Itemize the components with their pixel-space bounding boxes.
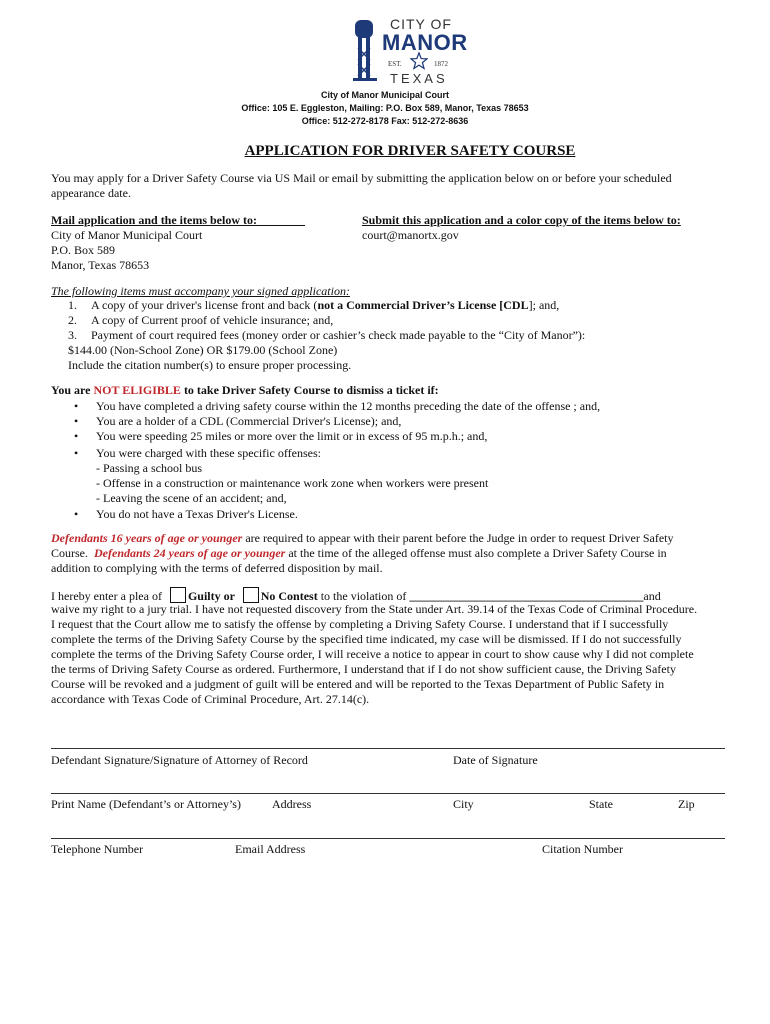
telephone-label: Telephone Number: [51, 842, 144, 856]
guilty-checkbox[interactable]: [170, 587, 186, 603]
ineligible-1: You have completed a driving safety course within the 12 months preceding the date of the offense ; and,: [96, 399, 601, 413]
plea-line-2: waive my right to a jury trial. I have not requested discovery from the State under Art. 39.14 of the Texas Code of Criminal Procedure.: [51, 602, 698, 616]
logo-year: 1872: [434, 60, 448, 68]
defendants-line-3: addition to complying with the terms of deferred disposition by mail.: [51, 561, 383, 575]
zip-label: Zip: [678, 797, 695, 811]
logo-texas: TEXAS: [390, 71, 448, 86]
intro-line-2: appearance date.: [51, 186, 131, 200]
fees-line: $144.00 (Non-School Zone) OR $179.00 (School Zone): [68, 343, 338, 357]
mail-line-3: Manor, Texas 78653: [51, 258, 150, 272]
bullet-5-icon: •: [74, 507, 79, 521]
citation-note: Include the citation number(s) to ensure proper processing.: [68, 358, 352, 372]
ineligible-4: You were charged with these specific offenses:: [96, 446, 321, 460]
email-address[interactable]: court@manortx.gov: [362, 228, 459, 242]
ineligible-2: You are a holder of a CDL (Commercial Driver's License); and,: [96, 414, 402, 428]
phone-fax: Office: 512-272-8178 Fax: 512-272-8636: [301, 116, 469, 126]
signature-line[interactable]: [51, 748, 725, 749]
defendants-line-2: Course. Defendants 24 years of age or younger at the time of the alleged offense must also complete a Driver Safety Course in: [51, 546, 667, 560]
court-name: City of Manor Municipal Court: [321, 90, 449, 100]
office-address: Office: 105 E. Eggleston, Mailing: P.O. Box 589, Manor, Texas 78653: [241, 103, 529, 113]
item-2: A copy of Current proof of vehicle insurance; and,: [91, 313, 334, 327]
bullet-2-icon: •: [74, 414, 79, 428]
email-address-label: Email Address: [235, 842, 306, 856]
item-1-number: 1.: [68, 298, 77, 312]
offense-2: - Offense in a construction or maintenance work zone when workers were present: [96, 476, 489, 490]
items-heading: The following items must accompany your signed application:: [51, 284, 350, 298]
city-of-manor-logo: [352, 16, 468, 86]
offense-3: - Leaving the scene of an accident; and,: [96, 491, 287, 505]
item-3-number: 3.: [68, 328, 77, 342]
logo-est: EST.: [388, 60, 402, 68]
bullet-4-icon: •: [74, 446, 79, 460]
item-1: A copy of your driver's license front and back (not a Commercial Driver’s License [CDL]; and,: [91, 298, 560, 312]
plea-line-1: I hereby enter a plea of Guilty or No Contest to the violation of _______________________________________and: [51, 589, 661, 603]
plea-line-7: Course will be revoked and a judgment of guilt will be entered and will be reported to the Texas Department of Public Safety in: [51, 677, 665, 691]
defendants-line-1: Defendants 16 years of age or younger are required to appear with their parent before the Judge in order to request Driver Safety: [51, 531, 674, 545]
plea-line-3: I request that the Court allow me to satisfy the offense by completing a Driving Safety Course. I understand that if I successfully: [51, 617, 669, 631]
plea-line-5: complete the terms of the Driving Safety Course order, I will receive a notice to appear in court to show cause why I did not complete: [51, 647, 694, 661]
logo-city-of: CITY OF: [390, 16, 452, 32]
no-contest-checkbox[interactable]: [243, 587, 259, 603]
print-name-label: Print Name (Defendant’s or Attorney’s): [51, 797, 241, 811]
logo-manor: MANOR: [382, 30, 468, 55]
name-address-line[interactable]: [51, 793, 725, 794]
item-2-number: 2.: [68, 313, 77, 327]
state-label: State: [589, 797, 613, 811]
address-label: Address: [272, 797, 312, 811]
bullet-1-icon: •: [74, 399, 79, 413]
contact-line[interactable]: [51, 838, 725, 839]
star-icon: [410, 52, 428, 70]
eligibility-heading: You are NOT ELIGIBLE to take Driver Safety Course to dismiss a ticket if:: [51, 383, 439, 397]
defendant-signature-label: Defendant Signature/Signature of Attorney of Record: [51, 753, 308, 767]
citation-number-label: Citation Number: [542, 842, 623, 856]
city-label: City: [453, 797, 474, 811]
email-heading: Submit this application and a color copy of the items below to:: [362, 213, 681, 227]
plea-line-4: complete the terms of the Driving Safety Course by the specified time indicated, my case will be dismissed. If I do not successfully: [51, 632, 682, 646]
offense-1: - Passing a school bus: [96, 461, 202, 475]
date-signature-label: Date of Signature: [453, 753, 538, 767]
mail-heading: Mail application and the items below to:: [51, 213, 257, 227]
plea-line-8: accordance with Texas Code of Criminal Procedure, Art. 27.14(c).: [51, 692, 370, 706]
mail-line-2: P.O. Box 589: [51, 243, 116, 257]
ineligible-3: You were speeding 25 miles or more over the limit or in excess of 95 m.p.h.; and,: [96, 429, 488, 443]
violation-field[interactable]: _______________________________________: [409, 589, 644, 603]
mail-line-1: City of Manor Municipal Court: [51, 228, 203, 242]
item-3: Payment of court required fees (money order or cashier’s check made payable to the “City of Manor”):: [91, 328, 586, 342]
water-tower-icon: [352, 16, 382, 86]
bullet-3-icon: •: [74, 429, 79, 443]
intro-line-1: You may apply for a Driver Safety Course via US Mail or email by submitting the application below on or before your scheduled: [51, 171, 672, 185]
plea-line-6: the terms of Driving Safety Course as ordered. Furthermore, I understand that if I do not show sufficient cause, the Driving Safety: [51, 662, 676, 676]
ineligible-5: You do not have a Texas Driver's License.: [96, 507, 298, 521]
page-title: APPLICATION FOR DRIVER SAFETY COURSE: [244, 143, 576, 159]
